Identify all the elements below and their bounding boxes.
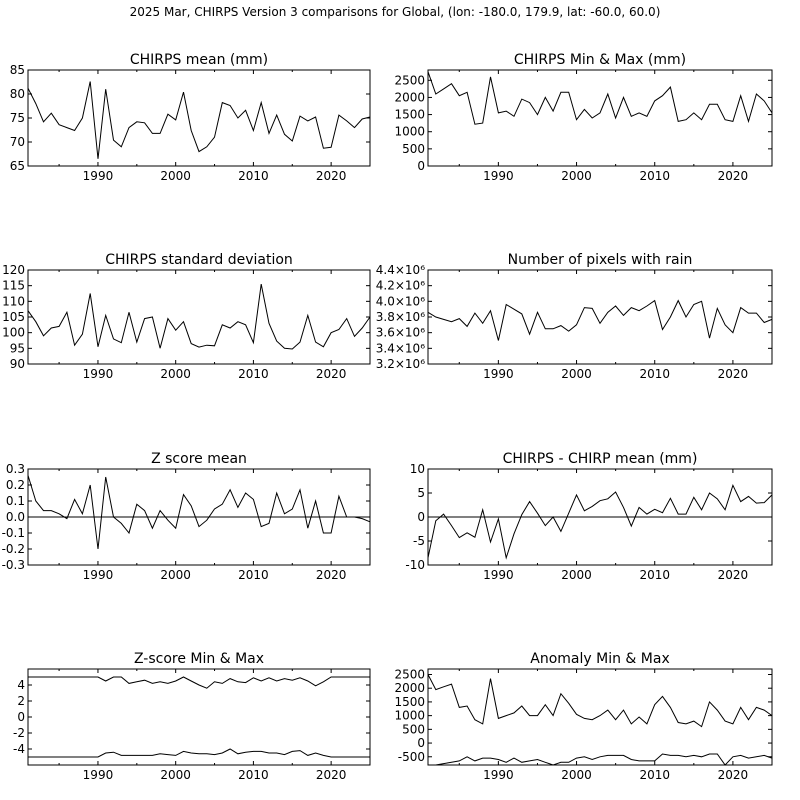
y-tick-label: 80 bbox=[9, 87, 25, 101]
y-tick-label: 1500 bbox=[394, 694, 425, 709]
y-tick-label: 1500 bbox=[394, 107, 425, 122]
y-tick-label: 2500 bbox=[394, 73, 425, 88]
x-tick-label: 2000 bbox=[160, 367, 191, 381]
x-tick-label: 1990 bbox=[483, 367, 514, 381]
x-tick-label: 2010 bbox=[238, 768, 269, 782]
x-tick-label: 2000 bbox=[561, 768, 592, 782]
x-tick-label: 2000 bbox=[160, 169, 191, 183]
axes-frame-std bbox=[28, 270, 370, 364]
y-tick-label: 10 bbox=[409, 462, 425, 476]
x-tick-label: 2010 bbox=[639, 367, 671, 381]
y-tick-label: -0.1 bbox=[1, 526, 25, 540]
series-line-pixels bbox=[428, 301, 772, 341]
axes-frame-pixels bbox=[428, 270, 772, 364]
y-tick-label: 90 bbox=[9, 357, 25, 371]
chart-minmax bbox=[394, 52, 772, 183]
y-tick-label: -5 bbox=[413, 534, 425, 548]
x-tick-label: 1990 bbox=[483, 169, 514, 183]
chart-title-diff: CHIRPS - CHIRP mean (mm) bbox=[502, 451, 698, 467]
series-line-zmin bbox=[28, 749, 370, 757]
y-tick-label: 3.8×10⁶ bbox=[375, 310, 425, 324]
series-line-zmax bbox=[28, 677, 370, 688]
y-tick-label: -2 bbox=[13, 726, 25, 740]
y-tick-label: 0 bbox=[417, 510, 425, 524]
axes-frame-anom bbox=[428, 669, 772, 765]
y-tick-label: 0 bbox=[417, 159, 425, 173]
chart-title-zminmax: Z-score Min & Max bbox=[133, 651, 265, 667]
x-tick-label: 2020 bbox=[717, 169, 749, 183]
x-tick-label: 1990 bbox=[483, 768, 514, 782]
y-tick-label: -500 bbox=[397, 749, 425, 764]
y-tick-label: 0.0 bbox=[5, 510, 25, 524]
y-tick-label: 65 bbox=[9, 159, 25, 173]
y-tick-label: 0.1 bbox=[5, 494, 25, 508]
series-line-std bbox=[28, 284, 370, 349]
y-tick-label: 3.2×10⁶ bbox=[375, 357, 425, 371]
chart-pixels bbox=[376, 252, 772, 381]
x-tick-label: 1990 bbox=[483, 568, 514, 582]
y-tick-label: 115 bbox=[2, 278, 25, 293]
x-tick-label: 2010 bbox=[238, 367, 269, 381]
y-tick-label: 2 bbox=[17, 694, 25, 708]
y-tick-label: 2000 bbox=[394, 90, 425, 105]
y-tick-label: 4.4×10⁶ bbox=[375, 263, 425, 277]
y-tick-label: 0.3 bbox=[5, 462, 25, 476]
axes-frame-zminmax bbox=[28, 669, 370, 765]
series-line-anom_min bbox=[428, 754, 772, 765]
chart-title-anom: Anomaly Min & Max bbox=[530, 651, 670, 667]
series-line-anom_max bbox=[428, 675, 772, 727]
x-tick-label: 2020 bbox=[717, 768, 749, 782]
series-line-zmean bbox=[28, 475, 370, 549]
y-tick-label: 85 bbox=[9, 63, 25, 77]
x-tick-label: 2020 bbox=[315, 367, 347, 381]
chart-title-pixels: Number of pixels with rain bbox=[507, 252, 693, 268]
x-tick-label: 2020 bbox=[315, 768, 347, 782]
x-tick-label: 2000 bbox=[561, 568, 592, 582]
y-tick-label: 105 bbox=[2, 310, 25, 324]
y-tick-label: 70 bbox=[9, 135, 25, 149]
x-tick-label: 1990 bbox=[82, 768, 114, 782]
y-tick-label: 1000 bbox=[394, 708, 425, 723]
y-tick-label: 120 bbox=[2, 263, 25, 277]
y-tick-label: 4.2×10⁶ bbox=[375, 278, 425, 293]
series-line-max bbox=[428, 72, 772, 125]
chart-title-mean: CHIRPS mean (mm) bbox=[129, 52, 269, 68]
x-tick-label: 2000 bbox=[160, 768, 191, 782]
y-tick-label: 75 bbox=[9, 111, 25, 125]
chart-zminmax bbox=[13, 651, 370, 782]
chart-std bbox=[2, 252, 370, 381]
x-tick-label: 1990 bbox=[82, 367, 114, 381]
x-tick-label: 2020 bbox=[315, 568, 347, 582]
y-tick-label: -0.3 bbox=[1, 558, 25, 572]
y-tick-label: 4 bbox=[17, 678, 25, 692]
y-tick-label: 2500 bbox=[394, 667, 425, 682]
y-tick-label: 100 bbox=[2, 325, 25, 340]
chart-mean bbox=[10, 52, 370, 183]
y-tick-label: -4 bbox=[13, 742, 25, 756]
chart-panels bbox=[2, 52, 772, 782]
chart-title-std: CHIRPS standard deviation bbox=[105, 252, 293, 268]
chart-title-minmax: CHIRPS Min & Max (mm) bbox=[513, 52, 687, 68]
x-tick-label: 2000 bbox=[160, 568, 191, 582]
x-tick-label: 2010 bbox=[238, 568, 269, 582]
x-tick-label: 2020 bbox=[717, 568, 749, 582]
x-tick-label: 2010 bbox=[639, 568, 671, 582]
chart-title-zmean: Z score mean bbox=[151, 451, 247, 467]
chart-zmean bbox=[2, 451, 370, 582]
y-tick-label: 500 bbox=[402, 722, 425, 737]
x-tick-label: 2010 bbox=[639, 768, 671, 782]
y-tick-label: 500 bbox=[402, 141, 425, 156]
y-tick-label: 3.4×10⁶ bbox=[375, 341, 425, 356]
y-tick-label: 95 bbox=[9, 341, 25, 356]
x-tick-label: 2010 bbox=[639, 169, 671, 183]
y-tick-label: 5 bbox=[417, 486, 425, 500]
y-tick-label: 0 bbox=[417, 736, 425, 751]
y-tick-label: 0.2 bbox=[5, 478, 25, 492]
x-tick-label: 1990 bbox=[82, 169, 114, 183]
figure-title: 2025 Mar, CHIRPS Version 3 comparisons for Global, (lon: -180.0, 179.9, lat: -60.0, 60.0) bbox=[129, 5, 661, 19]
x-tick-label: 2020 bbox=[717, 367, 749, 381]
chart-anom bbox=[394, 651, 772, 782]
y-tick-label: 2000 bbox=[394, 681, 425, 696]
x-tick-label: 2000 bbox=[561, 169, 592, 183]
y-tick-label: 3.6×10⁶ bbox=[375, 325, 425, 340]
y-tick-label: 110 bbox=[2, 294, 25, 309]
x-tick-label: 2020 bbox=[315, 169, 347, 183]
y-tick-label: -10 bbox=[405, 558, 425, 572]
series-line-diff bbox=[428, 485, 772, 558]
y-tick-label: -0.2 bbox=[1, 542, 25, 556]
x-tick-label: 2000 bbox=[561, 367, 592, 381]
chart-diff bbox=[405, 451, 772, 582]
y-tick-label: 1000 bbox=[394, 124, 425, 139]
series-line-mean bbox=[28, 82, 370, 159]
x-tick-label: 2010 bbox=[238, 169, 269, 183]
x-tick-label: 1990 bbox=[82, 568, 114, 582]
y-tick-label: 0 bbox=[17, 710, 25, 724]
axes-frame-minmax bbox=[428, 70, 772, 166]
y-tick-label: 4.0×10⁶ bbox=[375, 294, 425, 309]
